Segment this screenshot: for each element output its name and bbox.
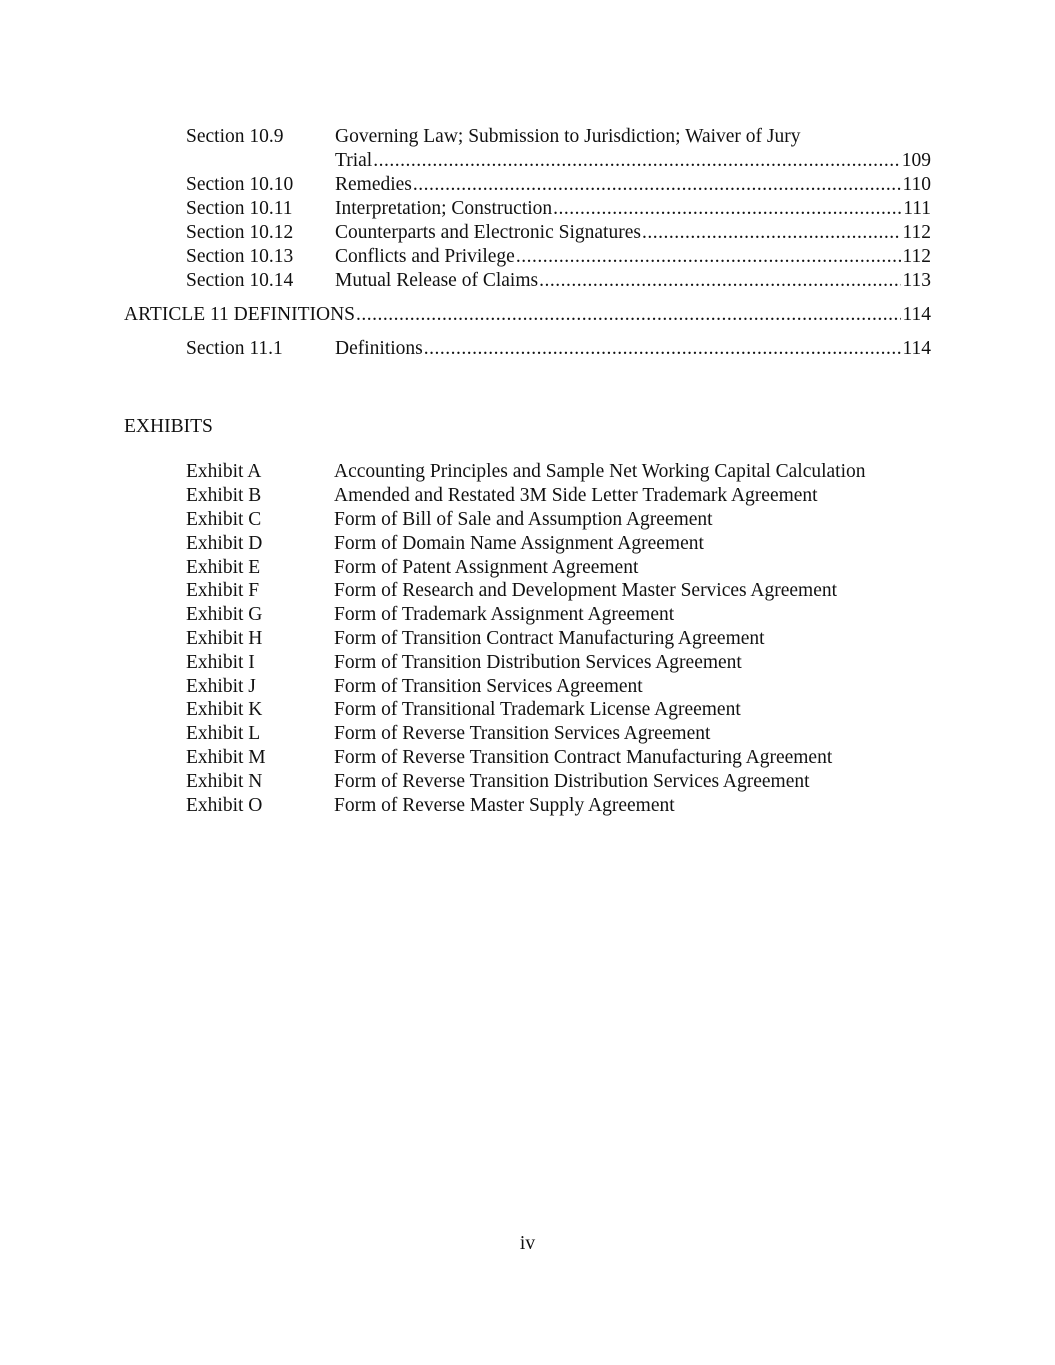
exhibit-title: Form of Reverse Transition Distribution Services Agreement [334, 771, 810, 792]
exhibit-label: Exhibit A [186, 461, 262, 482]
dot-leader [413, 173, 902, 197]
dot-leader [539, 269, 901, 293]
section-number: Section 11.1 [186, 338, 283, 359]
exhibit-row [186, 794, 931, 818]
exhibit-row [186, 532, 931, 556]
section-title: Remedies [335, 174, 412, 195]
exhibit-title: Form of Transition Services Agreement [334, 676, 643, 697]
exhibit-title: Form of Transition Contract Manufacturing Agreement [334, 628, 765, 649]
exhibit-title: Form of Transition Distribution Services Agreement [334, 652, 742, 673]
section-title-line-1: Governing Law; Submission to Jurisdiction; Waiver of Jury [335, 126, 801, 147]
exhibit-row [186, 460, 931, 484]
toc-entry-section-10-13 [186, 245, 931, 269]
exhibit-row [186, 484, 931, 508]
toc-entry-section-11-1 [186, 337, 931, 361]
dot-leader [373, 149, 901, 173]
page-number: 114 [902, 304, 931, 325]
exhibit-row [186, 698, 931, 722]
exhibit-row [186, 651, 931, 675]
exhibits-heading: EXHIBITS [124, 416, 213, 437]
page-number: 114 [902, 338, 931, 359]
toc-entry-section-10-14 [186, 269, 931, 293]
exhibit-label: Exhibit O [186, 795, 263, 816]
exhibit-row [186, 746, 931, 770]
toc-entry-section-10-9 [186, 125, 931, 173]
article-title: ARTICLE 11 DEFINITIONS [124, 304, 356, 325]
dot-leader [516, 245, 902, 269]
exhibit-title: Form of Research and Development Master Services Agreement [334, 580, 838, 601]
section-number: Section 10.14 [186, 270, 294, 291]
exhibit-title: Form of Reverse Transition Services Agreement [334, 723, 711, 744]
section-title: Interpretation; Construction [335, 198, 553, 219]
exhibit-row [186, 770, 931, 794]
exhibit-label: Exhibit N [186, 771, 263, 792]
section-number: Section 10.10 [186, 174, 294, 195]
exhibit-label: Exhibit I [186, 652, 255, 673]
toc-entry-section-10-10 [186, 173, 931, 197]
section-title: Mutual Release of Claims [335, 270, 539, 291]
section-number: Section 10.11 [186, 198, 293, 219]
section-number: Section 10.13 [186, 246, 294, 267]
exhibit-row [186, 508, 931, 532]
section-number: Section 10.12 [186, 222, 294, 243]
exhibit-title: Form of Trademark Assignment Agreement [334, 604, 675, 625]
exhibit-label: Exhibit C [186, 509, 262, 530]
exhibit-label: Exhibit G [186, 604, 263, 625]
page-footer-number: iv [519, 1233, 536, 1254]
exhibit-label: Exhibit L [186, 723, 261, 744]
exhibit-row [186, 556, 931, 580]
section-title-continuation: Trial [335, 150, 373, 171]
exhibit-row [186, 579, 931, 603]
exhibit-title: Form of Patent Assignment Agreement [334, 557, 639, 578]
exhibit-title: Form of Reverse Master Supply Agreement [334, 795, 675, 816]
exhibit-title: Form of Reverse Transition Contract Manufacturing Agreement [334, 747, 833, 768]
page-number: 111 [903, 198, 931, 219]
exhibit-label: Exhibit F [186, 580, 260, 601]
exhibit-label: Exhibit H [186, 628, 263, 649]
exhibit-row [186, 603, 931, 627]
exhibit-title: Form of Bill of Sale and Assumption Agreement [334, 509, 713, 530]
exhibit-label: Exhibit B [186, 485, 262, 506]
exhibit-label: Exhibit M [186, 747, 266, 768]
dot-leader [642, 221, 902, 245]
exhibit-row [186, 675, 931, 699]
exhibit-title: Form of Transitional Trademark License Agreement [334, 699, 741, 720]
dot-leader [553, 197, 902, 221]
section-number: Section 10.9 [186, 126, 284, 147]
dot-leader [424, 337, 902, 361]
page-number: 112 [902, 222, 931, 243]
exhibit-row [186, 722, 931, 746]
exhibit-label: Exhibit K [186, 699, 263, 720]
exhibit-title: Form of Domain Name Assignment Agreement [334, 533, 704, 554]
toc-entry-article-11 [124, 303, 931, 327]
section-title: Definitions [335, 338, 423, 359]
toc-entry-section-10-11 [186, 197, 931, 221]
section-title: Conflicts and Privilege [335, 246, 515, 267]
exhibit-label: Exhibit J [186, 676, 256, 697]
exhibit-label: Exhibit D [186, 533, 263, 554]
toc-entry-section-10-12 [186, 221, 931, 245]
exhibit-title: Amended and Restated 3M Side Letter Trademark Agreement [334, 485, 818, 506]
page-number: 109 [901, 150, 931, 171]
dot-leader [356, 303, 901, 327]
exhibit-title: Accounting Principles and Sample Net Working Capital Calculation [334, 461, 866, 482]
exhibit-label: Exhibit E [186, 557, 261, 578]
page-number: 113 [902, 270, 931, 291]
section-title: Counterparts and Electronic Signatures [335, 222, 641, 243]
exhibit-row [186, 627, 931, 651]
page-number: 112 [902, 246, 931, 267]
section-title-line-2 [335, 149, 931, 173]
page-number: 110 [902, 174, 931, 195]
